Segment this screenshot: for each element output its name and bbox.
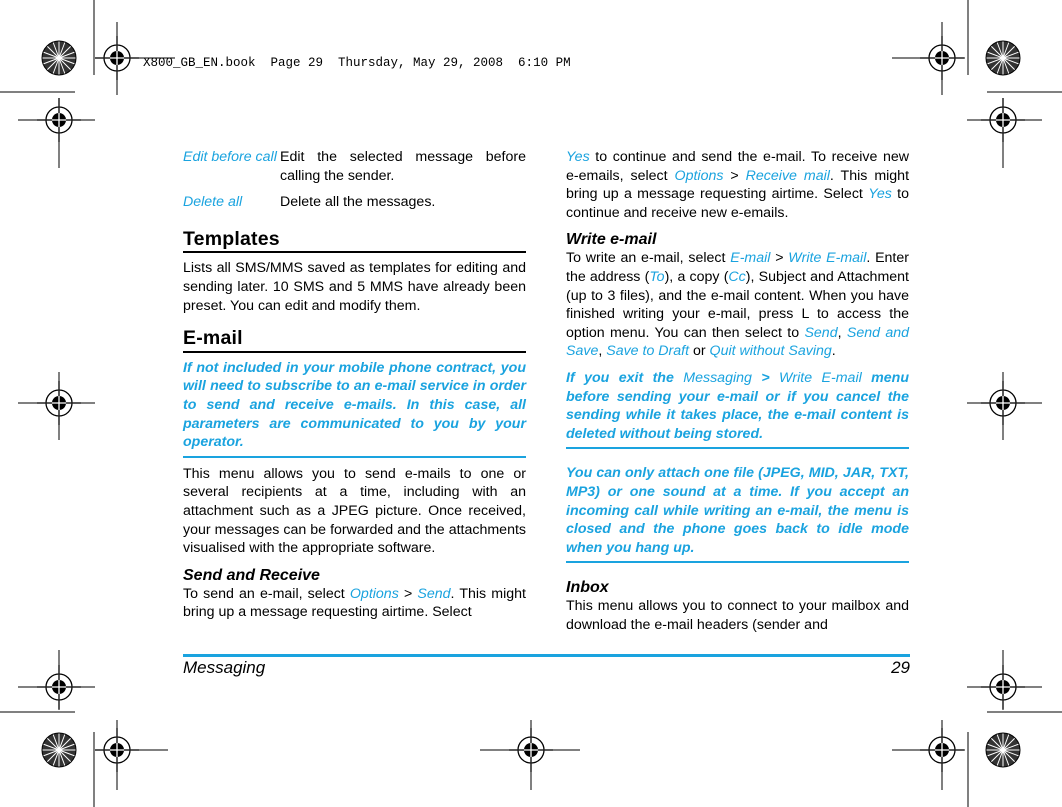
option-row xyxy=(183,193,526,220)
inbox-paragraph: This menu allows you to connect to your mailbox and download the e-mail headers (sender and xyxy=(566,598,909,633)
footer-section-name: Messaging xyxy=(183,658,266,677)
page-number: 29 xyxy=(891,658,910,677)
print-imprint: X800_GB_EN.book Page 29 Thursday, May 29, 2008 6:10 PM xyxy=(143,56,571,70)
send-receive-heading: Send and Receive xyxy=(183,566,320,584)
write-email-heading: Write e-mail xyxy=(566,231,657,249)
inbox-heading: Inbox xyxy=(566,579,609,597)
email-heading: E-mail xyxy=(183,329,526,353)
option-description: Edit the selected message before calling the sender. xyxy=(280,149,526,184)
option-name: Edit before call xyxy=(183,149,277,165)
templates-paragraph: Lists all SMS/MMS saved as templates for editing and sending later. 10 SMS and 5 MMS have already been preset. You can edit and modify them. xyxy=(183,260,526,314)
email-paragraph: This menu allows you to send e-mails to one or several recipients at a time, including with an attachment such as a JPEG picture. Once received, your messages can be forwarded and the attachments visualised with the appropriate software. xyxy=(183,465,526,557)
send-paragraph: To send an e-mail, select Options > Send. This might bring up a message requesting airtime. Select xyxy=(183,585,526,621)
email-subscription-note: If not included in your mobile phone contract, you will need to subscribe to an e-mail service in order to send and receive e-mails. In this case, all parameters are communicated to you by your operator. xyxy=(183,359,526,458)
attachment-note: You can only attach one file (JPEG, MID, JAR, TXT, MP3) or one sound at a time. If you accept an incoming call while writing an e-mail, the menu is closed and the phone goes back to idle mode when you hang up. xyxy=(566,464,909,563)
option-description: Delete all the messages. xyxy=(280,194,436,211)
options-table xyxy=(183,148,526,220)
right-column xyxy=(566,148,909,634)
footer-rule xyxy=(183,654,910,657)
option-row xyxy=(183,148,526,193)
receive-paragraph: Yes to continue and send the e-mail. To receive new e-emails, select Options > Receive mail. This might bring up a message requesting airtime. Select Yes to continue and receive new e-emails. xyxy=(566,149,910,221)
write-email-paragraph: To write an e-mail, select E-mail > Write E-mail. Enter the address (To), a copy (Cc), Subject and Attachment (up to 3 files), and the e-mail content. When you have finished writing your e-mail, press L to access the option menu. You can then select to Send, Send and Save, Save to Draft or Quit without Saving. xyxy=(566,250,910,360)
option-name: Delete all xyxy=(183,194,243,211)
templates-heading: Templates xyxy=(183,230,526,254)
exit-warning-note: If you exit the Messaging > Write E-mail menu before sending your e-mail or if you cancel the sending while it takes place, the e-mail content is deleted without being stored. xyxy=(566,369,909,449)
left-column xyxy=(183,148,526,622)
